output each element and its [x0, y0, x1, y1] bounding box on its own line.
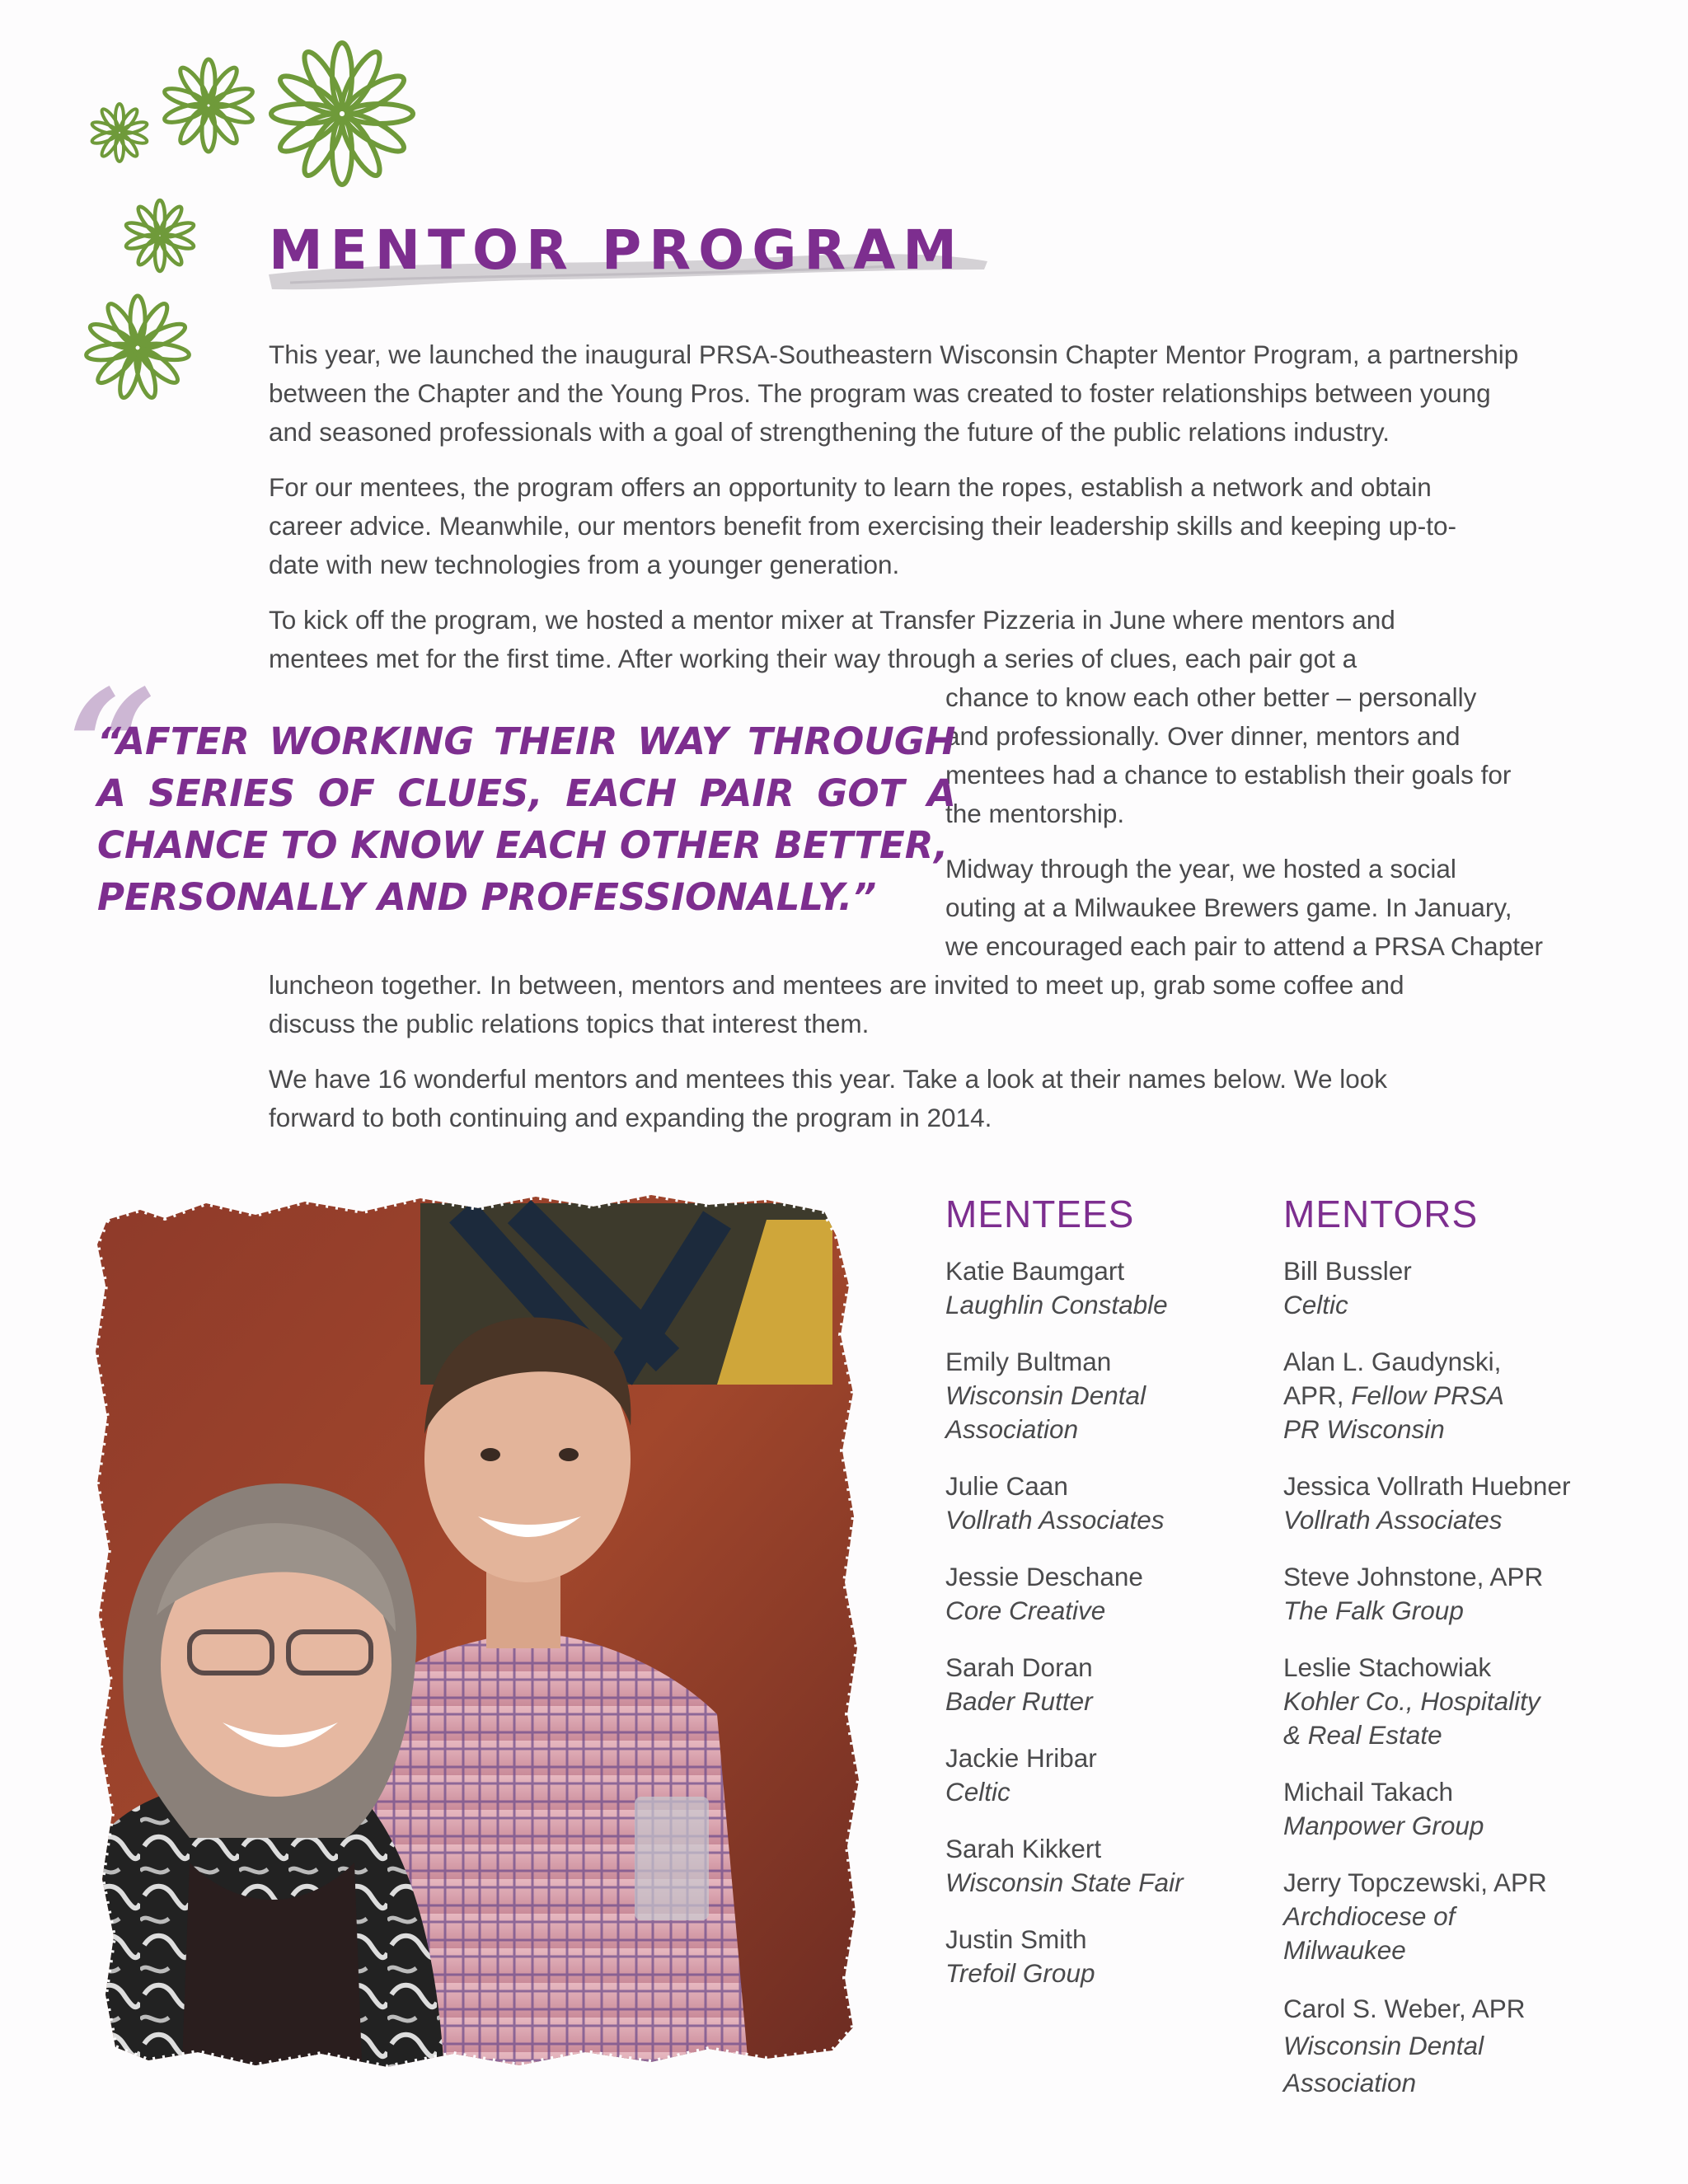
mentee-entry	[945, 1469, 1165, 1537]
text-line: We have 16 wonderful mentors and mentees this year. Take a look at their names below. We look	[269, 1064, 1388, 1094]
mentor-entry	[1283, 1651, 1564, 1752]
quote-mark-icon: “	[68, 655, 158, 839]
pull-quote-line: A SERIES OF CLUES, EACH PAIR GOT A	[97, 771, 956, 815]
text-line: For our mentees, the program offers an opportunity to learn the ropes, establish a network and obtain	[269, 472, 1432, 502]
credential-fellow: Fellow PRSA	[1351, 1380, 1504, 1410]
text-line: career advice. Meanwhile, our mentors benefit from exercising their leadership skills and keeping up-to-	[269, 511, 1456, 541]
person-name: Leslie Stachowiak	[1283, 1652, 1492, 1682]
mentor-entry	[1283, 1775, 1484, 1843]
person-name: Emily Bultman	[945, 1347, 1112, 1376]
person-name: Sarah Doran	[945, 1652, 1093, 1682]
daisy-flower-icon	[122, 198, 198, 274]
mentors-heading: MENTORS	[1283, 1193, 1479, 1235]
person-organization: The Falk Group	[1283, 1596, 1464, 1625]
text-line: Midway through the year, we hosted a social	[945, 854, 1456, 883]
daisy-flower-icon	[82, 293, 193, 403]
text-line: mentees met for the first time. After working their way through a series of clues, each pair got a	[269, 644, 1357, 673]
person-name: Jessica Vollrath Huebner	[1283, 1471, 1571, 1501]
mentee-entry	[945, 1345, 1217, 1446]
text-line: mentees had a chance to establish their goals for	[945, 760, 1512, 790]
mentees-heading: MENTEES	[945, 1193, 1135, 1235]
heading-block	[265, 202, 991, 301]
text-line: forward to both continuing and expanding the program in 2014.	[269, 1103, 992, 1132]
person-name: Alan L. Gaudynski,	[1283, 1347, 1502, 1376]
person-name: Jessie Deschane	[945, 1562, 1143, 1591]
person-organization: Vollrath Associates	[1283, 1505, 1503, 1535]
person-name: Jerry Topczewski, APR	[1283, 1868, 1547, 1897]
daisy-flower-icon	[268, 40, 416, 188]
daisy-flower-icon	[88, 101, 151, 164]
page-title: MENTOR PROGRAM	[269, 218, 964, 282]
person-organization: Kohler Co., Hospitality & Real Estate	[1283, 1686, 1540, 1750]
pull-quote	[97, 715, 956, 923]
person-organization: Trefoil Group	[945, 1958, 1095, 1988]
person-organization: Manpower Group	[1283, 1811, 1484, 1840]
mentee-entry	[945, 1560, 1143, 1628]
person-organization: Celtic	[1283, 1290, 1348, 1319]
text-line: luncheon together. In between, mentors and mentees are invited to meet up, grab some coffee and	[269, 970, 1404, 1000]
person-name: Justin Smith	[945, 1924, 1087, 1954]
mentor-entry	[1283, 1990, 1531, 2102]
pull-quote-line: PERSONALLY AND PROFESSIONALLY.”	[97, 875, 877, 919]
text-line: To kick off the program, we hosted a mentor mixer at Transfer Pizzeria in June where mentors and	[269, 605, 1395, 635]
text-line: and professionally. Over dinner, mentors and	[945, 721, 1461, 751]
photo-of-mentor-and-mentee	[91, 1187, 865, 2085]
person-organization: Bader Rutter	[945, 1686, 1093, 1716]
person-organization: Wisconsin Dental Association	[1283, 2031, 1484, 2097]
mentor-entry	[1283, 1560, 1543, 1628]
person-credentials	[1283, 1379, 1504, 1413]
text-line: and seasoned professionals with a goal of strengthening the future of the public relations industry.	[269, 417, 1390, 447]
person-name: Michail Takach	[1283, 1777, 1454, 1807]
person-name: Sarah Kikkert	[945, 1834, 1102, 1863]
credential-apr: APR,	[1283, 1380, 1344, 1410]
pull-quote-line: “AFTER WORKING THEIR WAY THROUGH	[97, 719, 956, 763]
text-line: outing at a Milwaukee Brewers game. In January,	[945, 893, 1512, 922]
person-name: Julie Caan	[945, 1471, 1068, 1501]
text-line: chance to know each other better – personally	[945, 682, 1477, 712]
text-line: date with new technologies from a younger generation.	[269, 550, 900, 579]
text-line: we encouraged each pair to attend a PRSA Chapter	[945, 931, 1543, 961]
person-organization: Vollrath Associates	[945, 1505, 1165, 1535]
mentee-entry	[945, 1651, 1093, 1718]
pull-quote-line: CHANCE TO KNOW EACH OTHER BETTER,	[97, 823, 949, 867]
mentee-entry	[945, 1832, 1184, 1900]
person-name: Jackie Hribar	[945, 1743, 1097, 1773]
text-line: discuss the public relations topics that interest them.	[269, 1009, 870, 1038]
person-organization: Wisconsin Dental Association	[945, 1380, 1146, 1444]
person-name: Steve Johnstone, APR	[1283, 1562, 1544, 1591]
mentor-entry	[1283, 1469, 1570, 1537]
person-organization: Core Creative	[945, 1596, 1106, 1625]
mentor-entry	[1283, 1254, 1412, 1322]
person-name: Carol S. Weber, APR	[1283, 1994, 1526, 2023]
mentor-entry	[1283, 1345, 1504, 1446]
mentee-entry	[945, 1923, 1095, 1990]
mentor-entry	[1283, 1866, 1547, 1967]
person-name: Bill Bussler	[1283, 1256, 1412, 1286]
person-organization: Celtic	[945, 1777, 1010, 1807]
person-organization: Wisconsin State Fair	[945, 1868, 1184, 1897]
text-line: the mentorship.	[945, 799, 1125, 828]
person-organization: Archdiocese of Milwaukee	[1283, 1901, 1456, 1965]
mentee-entry	[945, 1741, 1097, 1809]
daisy-flower-icon	[159, 56, 258, 155]
text-line: This year, we launched the inaugural PRSA-Southeastern Wisconsin Chapter Mentor Program, a partnership	[269, 340, 1519, 369]
person-organization: PR Wisconsin	[1283, 1414, 1445, 1444]
person-name: Katie Baumgart	[945, 1256, 1125, 1286]
text-line: between the Chapter and the Young Pros. The program was created to foster relationships between young	[269, 378, 1491, 408]
person-organization: Laughlin Constable	[945, 1290, 1168, 1319]
mentee-entry	[945, 1254, 1168, 1322]
